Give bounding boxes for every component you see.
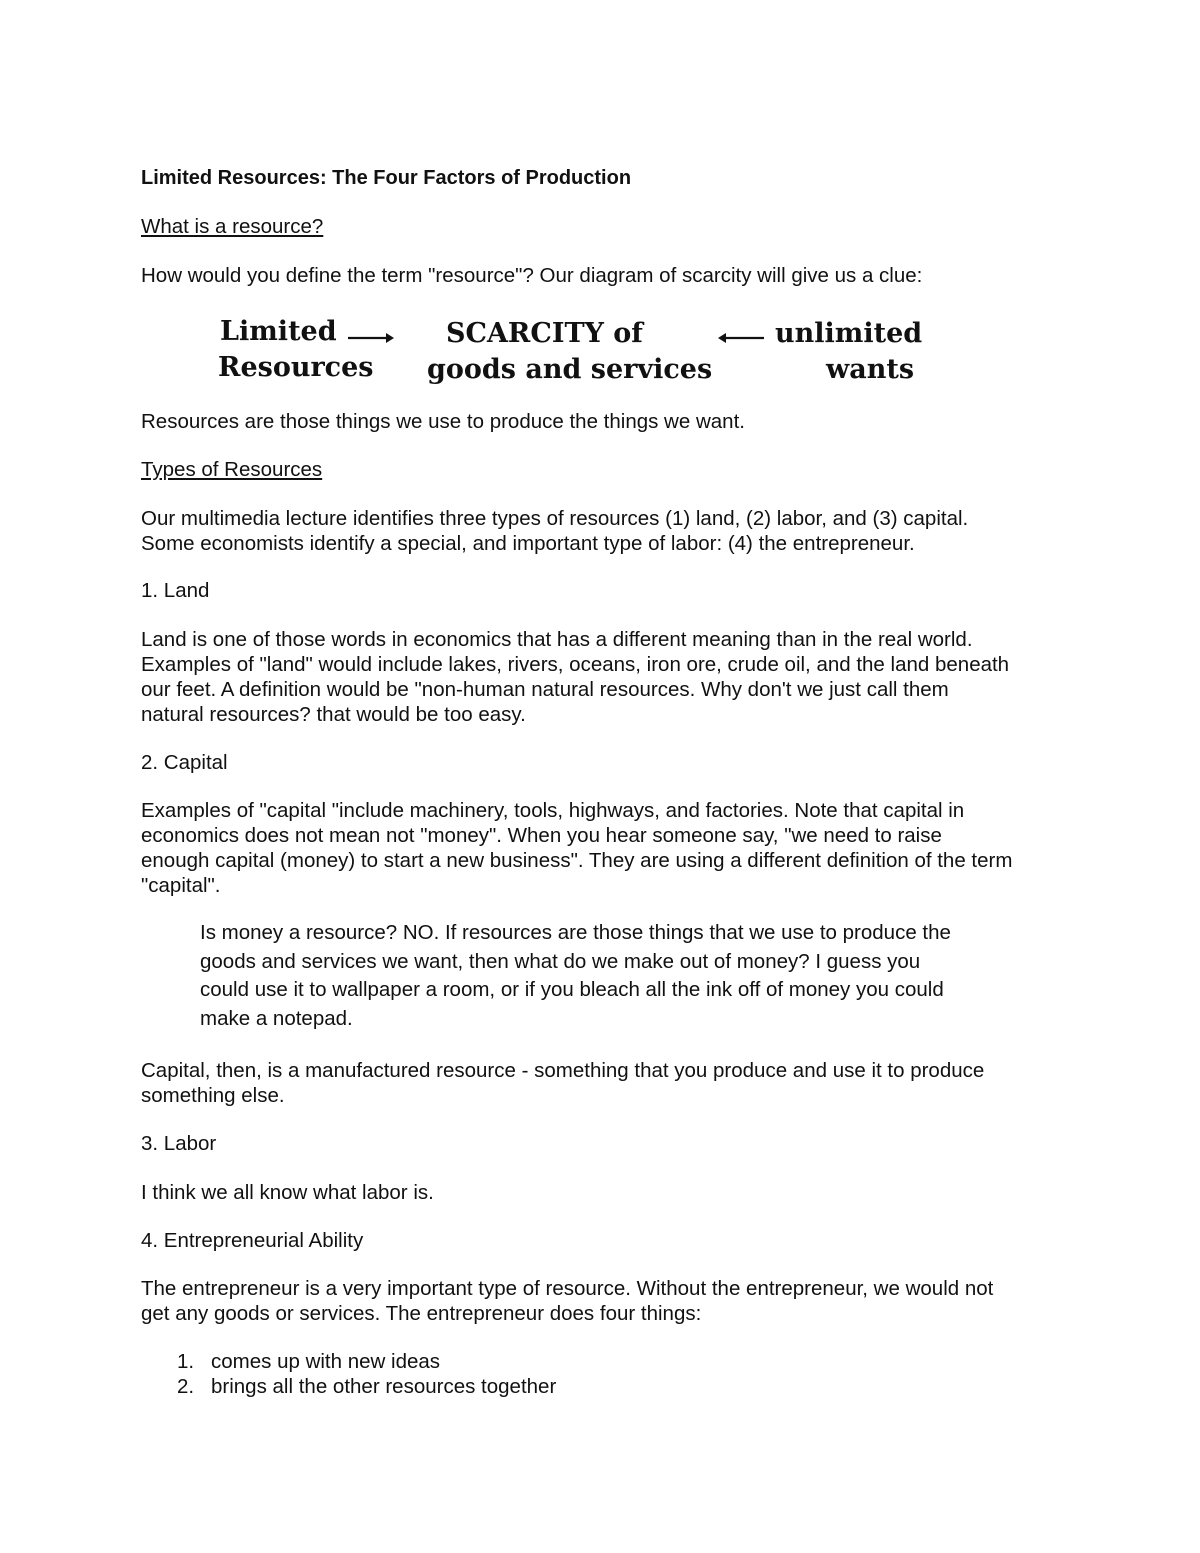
arrow-left-icon xyxy=(716,330,764,346)
diagram-resources-label: Resources xyxy=(218,352,374,383)
list-item xyxy=(177,1349,556,1374)
capital-summary-line: Capital, then, is a manufactured resource - something that you produce and use it to produce xyxy=(141,1059,985,1082)
land-line: natural resources? that would be too easy. xyxy=(141,703,526,726)
labor-heading: 3. Labor xyxy=(141,1132,217,1155)
types-paragraph xyxy=(141,506,968,556)
diagram-scarcity-label: SCARCITY of xyxy=(446,318,643,349)
money-line: goods and services we want, then what do we make out of money? I guess you xyxy=(200,949,921,973)
section-heading-types: Types of Resources xyxy=(141,458,323,481)
intro-paragraph: How would you define the term "resource"? Our diagram of scarcity will give us a clue: xyxy=(141,264,923,287)
diagram-limited-label: Limited xyxy=(220,316,337,347)
diagram-wants-label: wants xyxy=(826,354,915,385)
capital-line: enough capital (money) to start a new business". They are using a different definition of the term xyxy=(141,849,1013,872)
types-line: Some economists identify a special, and important type of labor: (4) the entrepreneur. xyxy=(141,532,915,555)
arrow-right-icon xyxy=(348,330,396,346)
list-item-text: brings all the other resources together xyxy=(211,1375,557,1398)
land-line: our feet. A definition would be "non-human natural resources. Why don't we just call them xyxy=(141,678,949,701)
list-item-number: 2. xyxy=(177,1375,195,1398)
diagram-unlimited-label: unlimited xyxy=(775,318,923,349)
list-item xyxy=(177,1374,557,1399)
entrepreneur-line: The entrepreneur is a very important type of resource. Without the entrepreneur, we would not xyxy=(141,1277,994,1300)
labor-paragraph: I think we all know what labor is. xyxy=(141,1181,434,1204)
money-line: could use it to wallpaper a room, or if you bleach all the ink off of money you could xyxy=(200,978,944,1001)
capital-heading: 2. Capital xyxy=(141,751,228,774)
money-line: make a notepad. xyxy=(200,1006,353,1030)
types-line: Our multimedia lecture identifies three types of resources (1) land, (2) labor, and (3) capital. xyxy=(141,507,969,530)
resource-definition: Resources are those things we use to produce the things we want. xyxy=(141,410,745,433)
capital-paragraph xyxy=(141,798,1012,898)
entrepreneur-line: get any goods or services. The entrepreneur does four things: xyxy=(141,1302,702,1325)
land-paragraph xyxy=(141,627,1009,727)
entrepreneur-paragraph xyxy=(141,1276,993,1326)
list-item-number: 1. xyxy=(177,1350,195,1373)
land-heading: 1. Land xyxy=(141,579,210,602)
land-line: Land is one of those words in economics that has a different meaning than in the real world. xyxy=(141,628,973,651)
entrepreneur-list xyxy=(177,1349,557,1399)
capital-line: Examples of "capital "include machinery, tools, highways, and factories. Note that capital in xyxy=(141,799,965,822)
list-item-text: comes up with new ideas xyxy=(211,1350,441,1373)
diagram-goods-services-label: goods and services xyxy=(427,354,713,385)
money-line: Is money a resource? NO. If resources are those things that we use to produce the xyxy=(200,921,951,944)
page-title: Limited Resources: The Four Factors of Production xyxy=(141,167,632,189)
capital-line: economics does not mean not "money". When you hear someone say, "we need to raise xyxy=(141,824,942,847)
section-heading-what-is-resource: What is a resource? xyxy=(141,215,324,238)
capital-summary-paragraph xyxy=(141,1058,984,1108)
land-line: Examples of "land" would include lakes, rivers, oceans, iron ore, crude oil, and the land beneath xyxy=(141,653,1010,676)
money-indented-paragraph xyxy=(200,919,951,1033)
capital-summary-line: something else. xyxy=(141,1084,285,1107)
entrepreneur-heading: 4. Entrepreneurial Ability xyxy=(141,1229,364,1252)
capital-line: "capital". xyxy=(141,874,221,897)
